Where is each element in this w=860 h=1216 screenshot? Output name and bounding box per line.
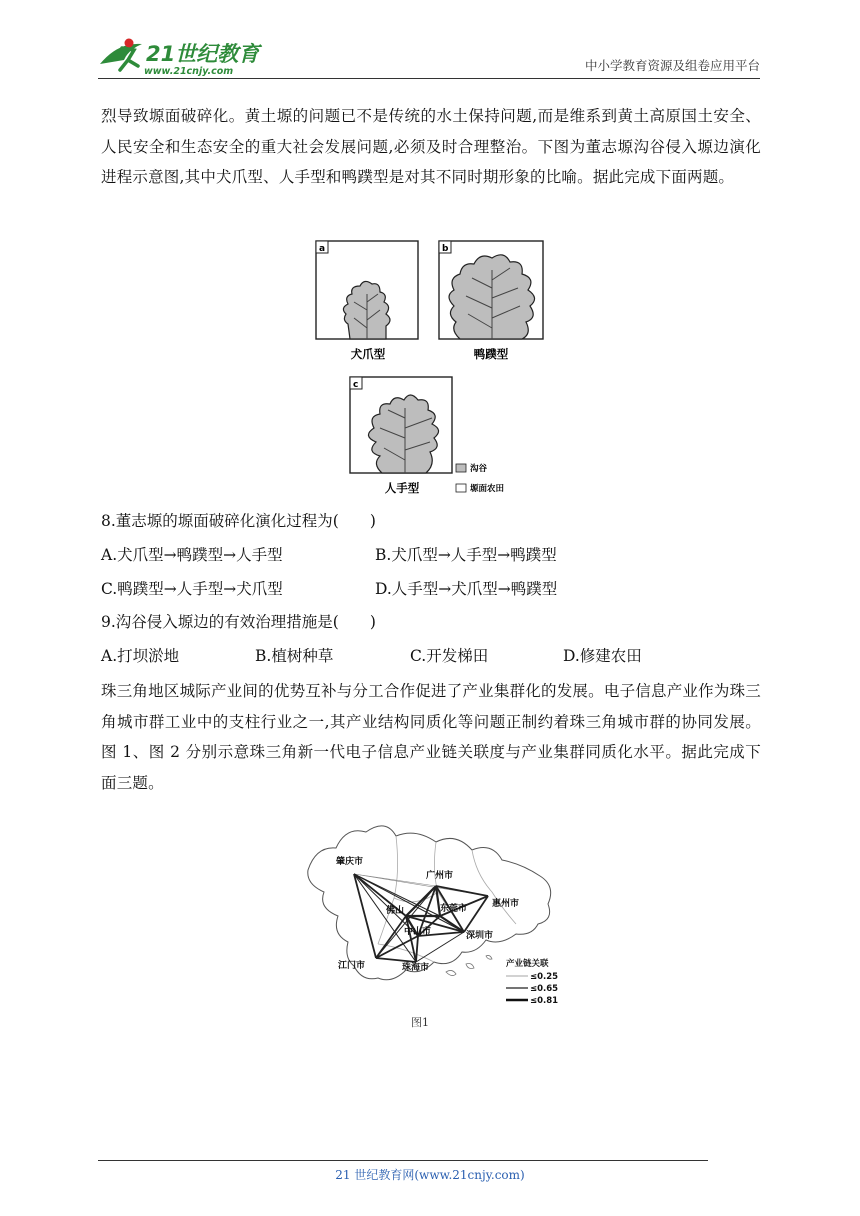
q8-option-c: C.鸭蹼型→人手型→犬爪型	[101, 580, 283, 598]
q8-option-a: A.犬爪型→鸭蹼型→人手型	[101, 546, 283, 564]
site-tagline: 中小学教育资源及组卷应用平台	[584, 58, 760, 73]
q9-option-d: D.修建农田	[563, 647, 642, 665]
panel-a-letter: a	[319, 244, 326, 254]
city-zhuhai: 珠海市	[402, 963, 430, 973]
panel-b-caption: 鸭蹼型	[473, 347, 509, 361]
passage-1: 烈导致塬面破碎化。黄土塬的问题已不是传统的水土保持问题,而是维系到黄土高原国土安全、人民安全和生态安全的重大社会发展问题,必须及时合理整治。下图为董志塬沟谷侵入塬边演化进程示意图,其中犬爪型、人手型和鸭蹼型是对其不同时期形象的比喻。据此完成下面两题。	[101, 107, 761, 186]
city-zhaoqing: 肇庆市	[336, 857, 364, 867]
panel-c-letter: c	[353, 380, 359, 390]
figure2-caption: 图1	[411, 1016, 429, 1029]
city-zhongshan: 中山市	[404, 927, 432, 937]
legend-025: ≤0.25	[530, 972, 559, 982]
legend-065: ≤0.65	[530, 984, 559, 994]
passage-2: 珠三角地区城际产业间的优势互补与分工合作促进了产业集群化的发展。电子信息产业作为珠三角城市群工业中的支柱行业之一,其产业结构同质化等问题正制约着珠三角城市群的协同发展。图 1、图 2 分别示意珠三角新一代电子信息产业链关联度与产业集群同质化水平。据此完成下面三题。	[101, 682, 761, 792]
q8-stem: 8.董志塬的塬面破碎化演化过程为( )	[101, 512, 376, 530]
city-dongguan: 东莞市	[440, 904, 468, 914]
legend-farmland: 塬面农田	[470, 484, 505, 494]
site-logo	[98, 34, 268, 78]
panel-c	[350, 377, 452, 495]
city-foshan: 佛山	[386, 906, 405, 916]
q9-option-c: C.开发梯田	[410, 647, 489, 665]
figure1-legend	[456, 463, 505, 494]
prd-industry-map	[296, 812, 564, 1034]
city-shenzhen: 深圳市	[466, 931, 494, 941]
city-guangzhou: 广州市	[426, 871, 454, 881]
q9-option-b: B.植树种草	[255, 647, 334, 665]
logo-url: www.21cnjy.com	[144, 66, 234, 77]
footer-divider	[98, 1160, 708, 1161]
legend-gully: 沟谷	[470, 464, 488, 474]
logo-text: 21世纪教育	[146, 42, 260, 66]
city-huizhou: 惠州市	[492, 899, 520, 909]
figure2-legend	[506, 958, 558, 1006]
header-divider	[98, 78, 760, 79]
gully-evolution-figure	[310, 238, 550, 500]
panel-b-letter: b	[442, 244, 449, 254]
legend-title: 产业链关联	[506, 959, 549, 969]
q9-stem: 9.沟谷侵入塬边的有效治理措施是( )	[101, 613, 376, 631]
panel-a	[316, 241, 418, 361]
city-jiangmen: 江门市	[338, 961, 366, 971]
q8-option-b: B.犬爪型→人手型→鸭蹼型	[375, 546, 557, 564]
panel-b	[439, 241, 543, 361]
page-header	[98, 34, 760, 80]
page-footer: 21 世纪教育网(www.21cnjy.com)	[335, 1168, 525, 1182]
panel-a-caption: 犬爪型	[350, 347, 386, 361]
panel-c-caption: 人手型	[384, 481, 420, 495]
legend-081: ≤0.81	[530, 996, 559, 1006]
q8-option-d: D.人手型→犬爪型→鸭蹼型	[375, 580, 558, 598]
q9-option-a: A.打坝淤地	[101, 647, 180, 665]
